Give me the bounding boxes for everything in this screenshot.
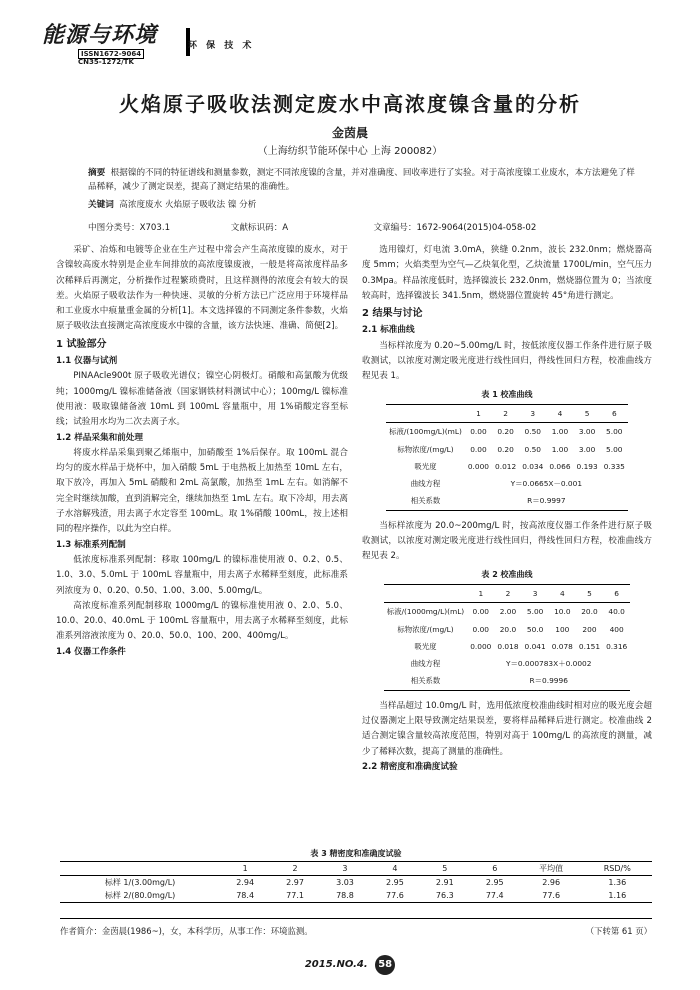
table3-caption: 表 3 精密度和准确度试验 — [310, 849, 402, 858]
table-cell: 0.078 — [551, 641, 573, 651]
table-row — [384, 603, 630, 621]
table-cell: 2.96 — [542, 878, 561, 887]
table-cell: 77.6 — [542, 891, 561, 900]
keywords-text: 高浓度废水 火焰原子吸收法 镍 分析 — [119, 200, 257, 210]
section-heading: 1 试验部分 — [56, 338, 107, 350]
table1 — [386, 404, 628, 511]
table-row — [386, 492, 628, 510]
table-cell: 标物浓度/(mg/L) — [397, 444, 454, 454]
table-cell: Y＝0.000783X＋0.0002 — [505, 659, 592, 669]
table-cell: 标物浓度/(mg/L) — [397, 624, 454, 634]
left-column — [56, 243, 348, 660]
table-cell: 40.0 — [608, 607, 625, 617]
table-header-cell: 4 — [557, 408, 563, 418]
table-cell: 吸光度 — [414, 461, 437, 471]
affiliation: （上海纺织节能环保中心 上海 200082） — [257, 146, 443, 157]
table-cell: 2.91 — [435, 878, 454, 887]
table-header-cell: 2 — [503, 408, 508, 418]
page-number: 58 — [375, 955, 395, 975]
table-cell: 0.012 — [495, 461, 517, 471]
table-cell: 2.97 — [286, 878, 304, 887]
table-header-cell: 6 — [614, 588, 619, 598]
table-header-cell: 2 — [292, 864, 298, 873]
table-cell: 0.041 — [524, 641, 546, 651]
table-row — [384, 672, 630, 690]
table-cell: 0.034 — [522, 461, 544, 471]
table-cell: 2.00 — [499, 607, 517, 617]
table-cell: 50.0 — [526, 624, 544, 634]
footnote — [60, 918, 652, 937]
table-cell: 77.6 — [385, 891, 404, 900]
paragraph: 选用镍灯，灯电流 3.0mA，狭缝 0.2nm，波长 232.0nm；燃烧器高度 5mm；火焰类型为空气—乙炔氧化型，乙炔流量 1700L/min，空气压力 0.3Mpa。样品浓度低时，选择镍波长 232.0nm，燃烧器位置为 0；当浓度较高时，选择镍波长 341.5nm，燃烧器位置旋转 45°角进行测定。 — [362, 245, 652, 301]
paragraph: 低浓度标准系列配制：移取 100mg/L 的镍标准使用液 0、0.2、0.5、1.0、3.0、5.0mL 于 100mL 容量瓶中，用去离子水稀释至刻度，此标准系列浓度为 0、0.20、0.50、1.00、3.00、5.00mg/L。 — [56, 554, 348, 596]
table-row — [60, 876, 652, 890]
table-cell: 0.20 — [497, 427, 514, 437]
abstract-label: 摘要 — [88, 168, 106, 178]
table-cell: 0.00 — [470, 444, 487, 454]
author: 金茵晨 — [331, 126, 368, 140]
table-cell: 2.95 — [485, 878, 504, 887]
table-header-cell: 1 — [476, 408, 481, 418]
subsection-heading: 1.4 仪器工作条件 — [56, 646, 126, 657]
table-cell: 0.316 — [606, 641, 628, 651]
table-header-cell: 6 — [492, 864, 498, 873]
paragraph: 高浓度标准系列配制移取 1000mg/L 的镍标准使用液 0、2.0、5.0、10.0、20.0、40.0mL 于 100mL 容量瓶中，用去离子水稀释至刻度，此标准系列溶液浓度为 0、20.0、50.0、100、200、400mg/L。 — [56, 600, 348, 642]
cn-number: CN35-1272/TK — [78, 58, 134, 66]
table-cell: 标液/(100mg/L)(mL) — [389, 427, 462, 437]
clc-number: 中图分类号：X703.1 — [88, 223, 171, 233]
table-cell: 曲线方程 — [410, 659, 441, 669]
table-row — [60, 889, 652, 903]
table-cell: 200 — [582, 624, 597, 634]
subsection-heading: 1.3 标准系列配制 — [56, 539, 126, 550]
table-cell: 3.00 — [578, 427, 596, 437]
table-header-cell — [386, 404, 465, 422]
table-row — [386, 458, 628, 475]
table-header-cell: 3 — [532, 588, 538, 598]
paragraph: 当标样浓度为 0.20~5.00mg/L 时，按低浓度仪器工作条件进行原子吸收测试，以浓度对测定吸光度进行线性回归，得线性回归方程，校准曲线方程见表 1。 — [362, 340, 652, 382]
table-header-cell: 1 — [478, 588, 484, 598]
table-cell: R＝0.9996 — [529, 676, 568, 686]
table-cell: 77.4 — [485, 891, 504, 900]
table-cell: 1.00 — [551, 427, 569, 437]
table-cell: 0.066 — [549, 461, 571, 471]
table-header-cell: 1 — [242, 864, 248, 873]
table-cell: 0.50 — [524, 427, 541, 437]
author-bio: 作者简介：金茵晨(1986~)，女，本科学历，从事工作：环境监测。 — [60, 926, 313, 936]
section-heading: 2 结果与讨论 — [362, 308, 423, 320]
table-cell: 0.20 — [497, 444, 514, 454]
table-cell: 0.000 — [470, 641, 492, 651]
table-cell: 0.335 — [603, 461, 625, 471]
table-header-cell — [384, 584, 467, 602]
table-cell: 3.03 — [336, 878, 354, 887]
table-cell: 0.50 — [524, 444, 541, 454]
table3-block — [60, 846, 652, 903]
intro-paragraph: 采矿、冶炼和电镀等企业在生产过程中常会产生高浓度镍的废水，对于含镍较高废水特别是企业车间排放的高浓度镍废液，一般是将高浓度样品多次稀释后再测定，分析操作过程繁琐费时，且这样测得的浓度会有较大的误差。火焰原子吸收法作为一种快速、灵敏的分析方法已广泛应用于环境样品和工业废水中痕量重金属的分析[1]。本文选择镍的不同测定条件参数，火焰原子吸收法直接测定高浓度废水中镍的含量，该方法快速、准确、简便[2]。 — [56, 245, 348, 332]
table-cell: 标液/(1000mg/L)(mL) — [386, 607, 465, 617]
paragraph: 当标样浓度为 20.0~200mg/L 时，按高浓度仪器工作条件进行原子吸收测试，以浓度对测定吸光度进行线性回归，得线性回归方程，校准曲线方程见表 2。 — [362, 520, 652, 562]
keywords — [88, 198, 636, 210]
table-row — [386, 475, 628, 492]
table-cell: 0.193 — [576, 461, 598, 471]
issn-block — [78, 50, 144, 66]
right-column — [362, 243, 652, 775]
table-cell: 1.16 — [608, 891, 627, 900]
table-header-cell: 6 — [611, 408, 617, 418]
table-cell: 0.00 — [470, 427, 487, 437]
article-number: 文章编号：1672-9064(2015)04-058-02 — [373, 223, 537, 233]
table-cell: 78.4 — [236, 891, 255, 900]
table-cell: Y＝0.0665X－0.001 — [510, 479, 583, 489]
table-cell: 标样 1/(3.00mg/L) — [104, 878, 176, 887]
table-cell: R＝0.9997 — [527, 496, 566, 506]
table-cell: 相关系数 — [410, 676, 441, 686]
table-cell: 78.8 — [336, 891, 354, 900]
doc-code: 文献标识码：A — [230, 223, 289, 233]
subsection-heading: 1.1 仪器与试剂 — [56, 356, 118, 367]
table-cell: 0.018 — [497, 641, 519, 651]
table-cell: 0.151 — [578, 641, 601, 651]
page-footer — [0, 955, 700, 975]
table-header-cell: 4 — [392, 864, 398, 873]
table-cell: 1.36 — [608, 878, 627, 887]
paragraph: 当样品超过 10.0mg/L 时，选用低浓度校准曲线时相对应的吸光度会超过仪器测定上限导致测定结果误差，要将样品稀释后进行测定。校准曲线 2 适合测定镍含量较高浓度范围，特别对高于 100mg/L 的高浓度的测量，减少了稀释次数，提高了测量的准确性。 — [362, 700, 652, 757]
section-tag: 环 保 技 术 — [188, 41, 255, 51]
table-header-cell: RSD/% — [603, 864, 631, 873]
table-cell: 100 — [555, 624, 570, 634]
issn: ISSN1672-9064 — [78, 49, 144, 59]
subsection-heading: 2.1 标准曲线 — [362, 325, 415, 336]
table-header-cell: 3 — [530, 408, 536, 418]
table-cell: 5.00 — [606, 444, 623, 454]
table-header-cell: 3 — [342, 864, 348, 873]
paragraph: PINAAcle900t 原子吸收光谱仪；镍空心阴极灯。硝酸和高氯酸为优级纯；1000mg/L 镍标准储备液（国家钢铁材料测试中心）；100mg/L 镍标准使用液：吸取镍储备液 10mL 到 100mL 容量瓶中，用 1%硝酸定容至标线；试验用水均为二次去离子水。 — [56, 371, 348, 428]
table-header-cell — [60, 862, 220, 876]
journal-logo: 能源与环境 — [42, 22, 158, 48]
table-cell: 曲线方程 — [410, 479, 441, 489]
table-row — [386, 423, 628, 441]
continued-note: （下转第 61 页） — [585, 926, 652, 936]
table-cell: 0.000 — [467, 461, 490, 471]
table-header-cell: 5 — [442, 864, 448, 873]
article-title: 火焰原子吸收法测定废水中高浓度镍含量的分析 — [119, 92, 581, 116]
table-cell: 吸光度 — [414, 641, 437, 651]
abstract-text: 根据镍的不同的特征谱线和测量参数，测定不同浓度镍的含量，并对准确度、回收率进行了实验。对于高浓度镍工业废水，本方法避免了样品稀释，减少了测定误差，提高了测定结果的准确性。 — [88, 168, 635, 192]
table-cell: 5.00 — [526, 607, 544, 617]
table-cell: 0.00 — [472, 607, 490, 617]
table1-caption: 表 1 校准曲线 — [481, 389, 533, 399]
table-cell: 77.1 — [286, 891, 304, 900]
table-cell: 2.94 — [236, 878, 255, 887]
table-cell: 20.0 — [581, 607, 598, 617]
table-header-cell: 5 — [584, 408, 590, 418]
table-cell: 标样 2/(80.0mg/L) — [104, 891, 176, 900]
table-header-cell: 5 — [587, 588, 592, 598]
keywords-label: 关键词 — [88, 200, 114, 210]
table-header-cell: 2 — [505, 588, 511, 598]
table-cell: 10.0 — [554, 607, 571, 617]
table-cell: 1.00 — [551, 444, 569, 454]
table-row — [384, 638, 630, 655]
table-cell: 76.3 — [435, 891, 454, 900]
table-cell: 400 — [609, 624, 624, 634]
table-header-cell: 4 — [559, 588, 565, 598]
table-header-cell: 平均值 — [539, 864, 564, 873]
paragraph: 将废水样品采集到聚乙烯瓶中，加硝酸至 1%后保存。取 100mL 混合均匀的废水样品于烧杯中，加入硝酸 5mL 于电热板上加热至 10mL 左右，取下放冷，再加入 5mL 硝酸和 2mL 高氯酸，加热至 1mL 左右。如消解不完全时继续加酸，直到消解完全，继续加热至 1mL 左右。取下冷却，用去离子水溶解残渣，用去离子水定容至 100mL。取 1%硝酸 100mL，按上述相同的程序操作，以此为空白样。 — [56, 447, 348, 535]
table-cell: 20.0 — [499, 624, 517, 634]
table2-caption: 表 2 校准曲线 — [481, 569, 533, 579]
table-row — [384, 655, 630, 672]
abstract — [88, 166, 636, 194]
table2 — [384, 584, 630, 691]
table-cell: 2.95 — [385, 878, 404, 887]
table-cell: 0.00 — [472, 624, 490, 634]
subsection-heading: 2.2 精密度和准确度试验 — [362, 761, 458, 772]
table-row — [386, 441, 628, 458]
table-cell: 相关系数 — [410, 496, 441, 506]
classification-line — [88, 221, 636, 233]
table3 — [60, 861, 652, 903]
table-cell: 3.00 — [578, 444, 596, 454]
table-row — [384, 621, 630, 638]
subsection-heading: 1.2 样品采集和前处理 — [56, 432, 143, 443]
issue-label: 2015.NO.4. — [304, 959, 368, 970]
table-cell: 5.00 — [606, 427, 623, 437]
